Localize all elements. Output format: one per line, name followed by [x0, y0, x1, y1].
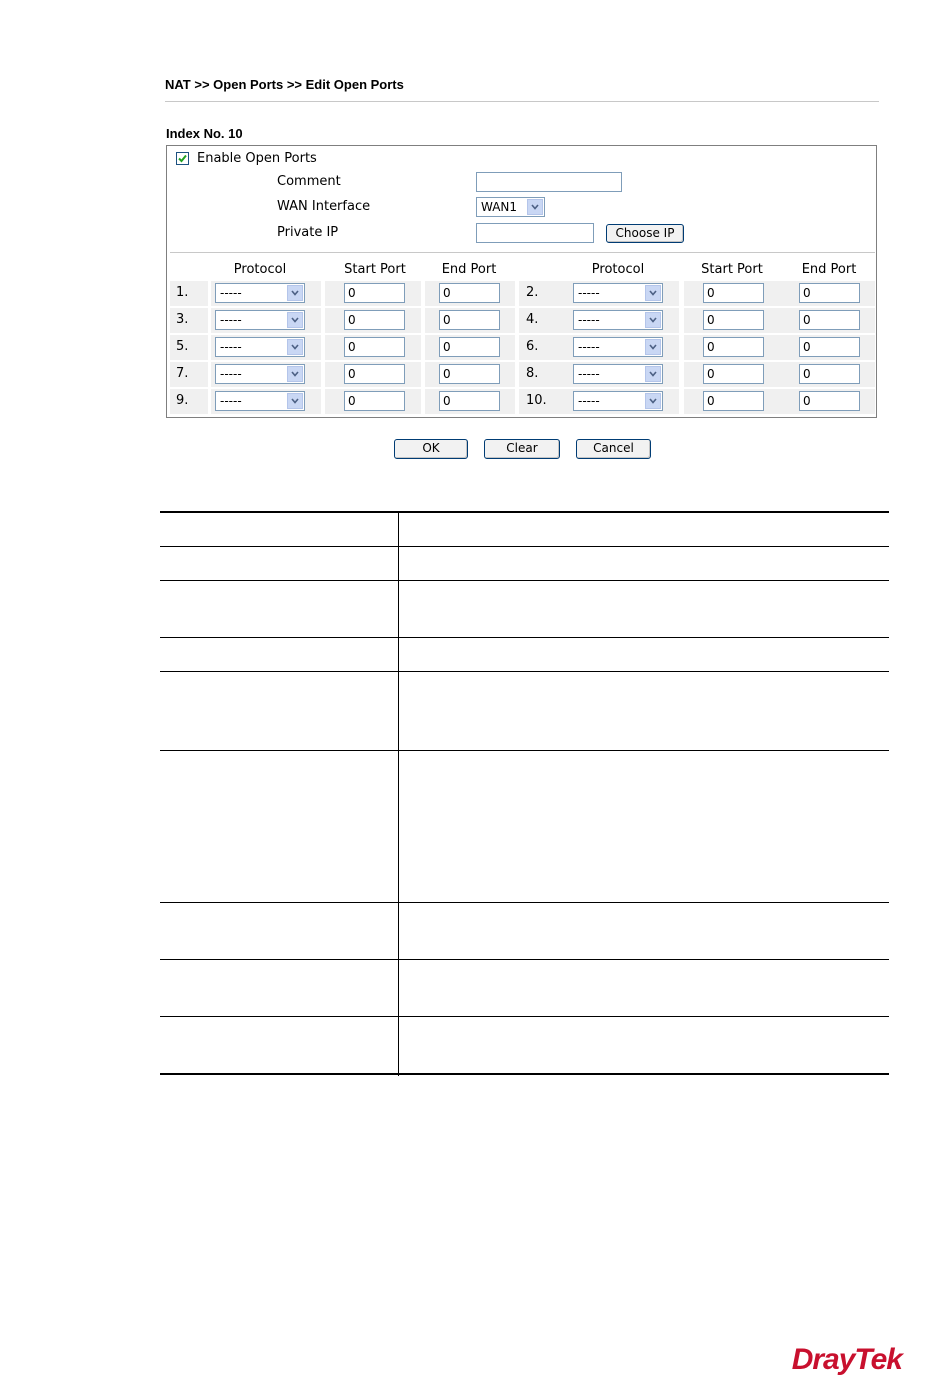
row-number: 6.: [526, 339, 539, 354]
chevron-down-icon: [645, 285, 661, 301]
protocol-value: -----: [220, 313, 242, 327]
protocol-value: -----: [220, 367, 242, 381]
end-port-input-1[interactable]: 0: [439, 283, 500, 303]
end-port-input-8[interactable]: 0: [799, 364, 860, 384]
table-row-divider: [160, 902, 889, 903]
protocol-value: -----: [220, 340, 242, 354]
table-row-divider: [160, 637, 889, 638]
protocol-select-2[interactable]: [573, 283, 663, 303]
protocol-value: -----: [220, 286, 242, 300]
start-port-input-1[interactable]: 0: [344, 283, 405, 303]
row-number: 2.: [526, 285, 539, 300]
index-title: Index No. 10: [166, 126, 243, 141]
start-port-input-10[interactable]: 0: [703, 391, 764, 411]
row-number: 10.: [526, 393, 547, 408]
protocol-select-3[interactable]: [215, 310, 305, 330]
end-port-input-3[interactable]: 0: [439, 310, 500, 330]
enable-open-ports-label: Enable Open Ports: [197, 151, 317, 166]
table-row-divider: [160, 1016, 889, 1017]
private-ip-label: Private IP: [277, 225, 339, 240]
start-port-input-2[interactable]: 0: [703, 283, 764, 303]
protocol-select-8[interactable]: [573, 364, 663, 384]
protocol-header-left: Protocol: [233, 262, 287, 277]
row-number: 7.: [176, 366, 189, 381]
enable-open-ports-checkbox[interactable]: [176, 152, 189, 165]
protocol-select-5[interactable]: [215, 337, 305, 357]
start-port-input-5[interactable]: 0: [344, 337, 405, 357]
table-row-divider: [160, 580, 889, 581]
row-number: 4.: [526, 312, 539, 327]
form-separator: [170, 252, 875, 253]
header-divider: [165, 101, 879, 102]
chevron-down-icon: [287, 393, 303, 409]
protocol-value: -----: [578, 340, 600, 354]
chevron-down-icon: [645, 312, 661, 328]
start-port-header-left: Start Port: [344, 262, 406, 277]
row-number: 8.: [526, 366, 539, 381]
protocol-select-10[interactable]: [573, 391, 663, 411]
table-row-divider: [160, 671, 889, 672]
breadcrumb: NAT >> Open Ports >> Edit Open Ports: [165, 77, 404, 92]
end-port-input-2[interactable]: 0: [799, 283, 860, 303]
protocol-value: -----: [220, 394, 242, 408]
start-port-input-8[interactable]: 0: [703, 364, 764, 384]
chevron-down-icon: [287, 339, 303, 355]
table-row-divider: [160, 750, 889, 751]
protocol-value: -----: [578, 313, 600, 327]
row-number: 9.: [176, 393, 189, 408]
chevron-down-icon: [645, 393, 661, 409]
start-port-input-4[interactable]: 0: [703, 310, 764, 330]
ok-button[interactable]: OK: [394, 439, 468, 459]
table-row-divider: [160, 959, 889, 960]
protocol-select-7[interactable]: [215, 364, 305, 384]
end-port-header-left: End Port: [441, 262, 497, 277]
choose-ip-button[interactable]: Choose IP: [606, 224, 684, 243]
wan-interface-value: WAN1: [481, 200, 518, 214]
end-port-input-4[interactable]: 0: [799, 310, 860, 330]
start-port-input-9[interactable]: 0: [344, 391, 405, 411]
protocol-select-9[interactable]: [215, 391, 305, 411]
chevron-down-icon: [287, 285, 303, 301]
description-table: [160, 511, 889, 1076]
draytek-logo: DrayTek: [791, 1343, 902, 1376]
end-port-input-5[interactable]: 0: [439, 337, 500, 357]
protocol-value: -----: [578, 286, 600, 300]
row-number: 3.: [176, 312, 189, 327]
protocol-header-right: Protocol: [591, 262, 645, 277]
protocol-value: -----: [578, 394, 600, 408]
protocol-value: -----: [578, 367, 600, 381]
end-port-input-10[interactable]: 0: [799, 391, 860, 411]
wan-interface-select[interactable]: [476, 197, 545, 217]
end-port-header-right: End Port: [801, 262, 857, 277]
clear-button[interactable]: Clear: [484, 439, 560, 459]
protocol-select-4[interactable]: [573, 310, 663, 330]
row-number: 1.: [176, 285, 189, 300]
chevron-down-icon: [287, 366, 303, 382]
start-port-input-7[interactable]: 0: [344, 364, 405, 384]
checkmark-icon: [177, 153, 188, 164]
start-port-header-right: Start Port: [701, 262, 763, 277]
cancel-button[interactable]: Cancel: [576, 439, 651, 459]
start-port-input-3[interactable]: 0: [344, 310, 405, 330]
private-ip-input[interactable]: [476, 223, 594, 243]
table-column-divider: [398, 511, 399, 1076]
comment-input[interactable]: [476, 172, 622, 192]
table-top-border: [160, 511, 889, 513]
protocol-select-6[interactable]: [573, 337, 663, 357]
start-port-input-6[interactable]: 0: [703, 337, 764, 357]
end-port-input-6[interactable]: 0: [799, 337, 860, 357]
wan-interface-label: WAN Interface: [277, 199, 371, 214]
end-port-input-9[interactable]: 0: [439, 391, 500, 411]
end-port-input-7[interactable]: 0: [439, 364, 500, 384]
chevron-down-icon: [645, 339, 661, 355]
protocol-select-1[interactable]: [215, 283, 305, 303]
table-bottom-border: [160, 1073, 889, 1075]
table-row-divider: [160, 546, 889, 547]
comment-label: Comment: [277, 174, 341, 189]
row-number: 5.: [176, 339, 189, 354]
chevron-down-icon: [527, 199, 543, 215]
chevron-down-icon: [645, 366, 661, 382]
chevron-down-icon: [287, 312, 303, 328]
